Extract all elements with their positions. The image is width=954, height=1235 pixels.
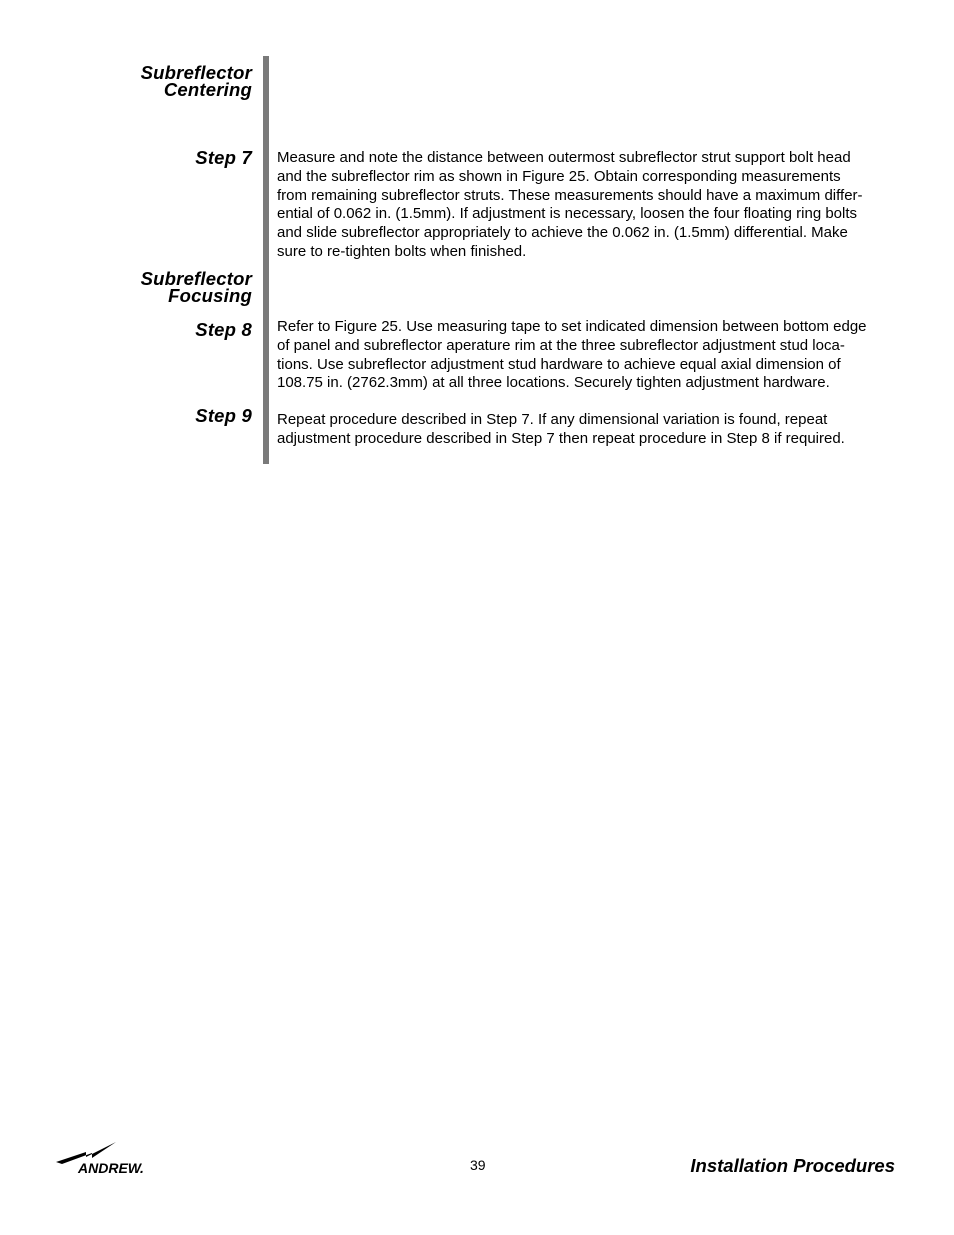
step-8-text bbox=[277, 318, 902, 393]
text-line: of panel and subreflector aperature rim at the three subreflector adjustment stud loca- bbox=[277, 336, 845, 354]
step-label-text: Step 8 bbox=[195, 319, 252, 340]
heading-subreflector-focusing bbox=[141, 270, 252, 304]
text-line: ential of 0.062 in. (1.5mm). If adjustment is necessary, loosen the four floating ring bolts bbox=[277, 205, 858, 223]
text-line: sure to re-tighten bolts when finished. bbox=[277, 242, 527, 260]
text-line: from remaining subreflector struts. These measurements should have a maximum differ- bbox=[277, 186, 863, 204]
heading-line: Focusing bbox=[168, 285, 252, 306]
step-7-label bbox=[195, 149, 252, 166]
text-line: Refer to Figure 25. Use measuring tape to set indicated dimension between bottom edge bbox=[277, 318, 867, 335]
sidebar-divider bbox=[263, 56, 269, 464]
heading-line: Subreflector bbox=[140, 268, 252, 289]
step-7-text bbox=[277, 149, 902, 262]
step-9-label bbox=[195, 407, 252, 424]
text-line: tions. Use subreflector adjustment stud hardware to achieve equal axial dimension of bbox=[277, 355, 841, 373]
andrew-logo bbox=[56, 1140, 172, 1176]
footer-section-title: Installation Procedures bbox=[690, 1155, 895, 1176]
step-9-text bbox=[277, 411, 902, 449]
heading-line: Subreflector bbox=[140, 62, 252, 83]
text-line: and slide subreflector appropriately to achieve the 0.062 in. (1.5mm) differential. Make bbox=[277, 224, 848, 242]
text-line: and the subreflector rim as shown in Figure 25. Obtain corresponding measurements bbox=[277, 167, 841, 185]
lightning-bolt-icon bbox=[56, 1140, 172, 1176]
step-label-text: Step 9 bbox=[195, 405, 252, 426]
logo-text: ANDREW. bbox=[78, 1160, 144, 1176]
page-number: 39 bbox=[470, 1157, 486, 1173]
text-line: adjustment procedure described in Step 7 then repeat procedure in Step 8 if required. bbox=[277, 429, 845, 447]
text-line: 108.75 in. (2762.3mm) at all three locations. Securely tighten adjustment hardware. bbox=[277, 374, 830, 392]
step-label-text: Step 7 bbox=[195, 147, 252, 168]
heading-line: Centering bbox=[163, 79, 252, 100]
step-8-label bbox=[195, 321, 252, 338]
heading-subreflector-centering bbox=[141, 64, 252, 98]
text-line: Measure and note the distance between outermost subreflector strut support bolt head bbox=[277, 149, 851, 166]
text-line: Repeat procedure described in Step 7. If any dimensional variation is found, repeat bbox=[277, 411, 828, 428]
